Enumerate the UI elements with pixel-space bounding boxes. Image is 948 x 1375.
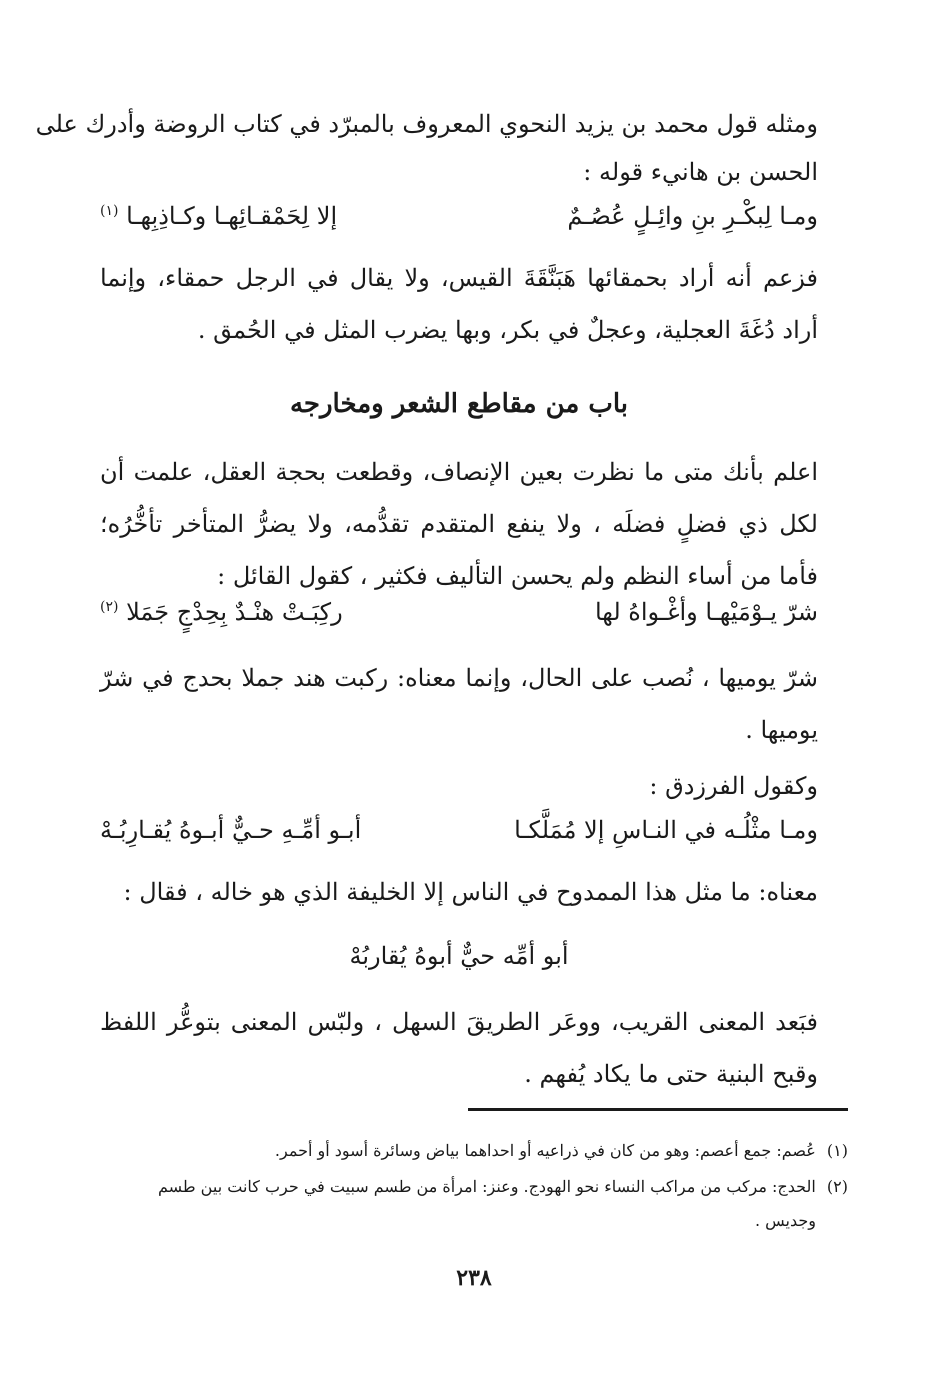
verse-2-second-hemistich	[100, 590, 343, 634]
centered-hemistich: أبو أمِّه حيٌّ أبوهُ يُقاربُهْ	[349, 942, 569, 970]
verse-3-second-hemistich: أبـو أمِّـهِ حـيٌّ أبـوهُ يُقـارِبُـهْ	[100, 816, 362, 844]
verse-1	[100, 194, 818, 238]
intro-line-1: ومثله قول محمد بن يزيد النحوي المعروف بالمبرّد في كتاب الروضة وأدرك على	[35, 110, 818, 138]
paragraph-2: اعلم بأنك متى ما نظرت بعين الإنصاف، وقطعت بحجة العقل، علمت أن لكل ذي فضلٍ فضلَه ، ولا ينفع المتقدم تقدُّمه، ولا يضرُّ المتأخر تأخُّرُه؛ فأما من أساء النظم ولم يحسن التأليف فكثير ، كقول القائل :	[100, 458, 818, 590]
verse-1-second-hemistich	[100, 194, 337, 238]
verse-3	[100, 808, 818, 852]
verse-1-second-text: إلا لِحَمْقـائِهـا وكـاذِبِهـا	[126, 202, 338, 230]
verse-2	[100, 590, 818, 634]
footnote-1	[100, 1134, 848, 1168]
footnote-separator	[468, 1108, 848, 1111]
footnote-2-continuation: وجديس .	[754, 1211, 816, 1230]
footnote-2	[100, 1170, 848, 1238]
intro-line-2: الحسن بن هانيء قوله :	[583, 158, 818, 186]
footnote-2-number: (٢)	[826, 1177, 848, 1196]
footnote-ref-2: (٢)	[100, 599, 119, 615]
footnote-2-text: الحدج: مركب من مراكب النساء نحو الهودج. وعنز: امرأة من طسم سبيت في حرب كانت بين طسم	[157, 1177, 816, 1196]
paragraph-4: فبَعد المعنى القريب، ووعَر الطريقَ السهل ، ولبّس المعنى بتوعُّر اللفظ وقبح البنية حتى ما يكاد يُفهم .	[100, 1008, 818, 1088]
verse-3-first-hemistich: ومـا مثْلُـه في النـاسِ إلا مُمَلَّكـا	[514, 816, 818, 844]
section-heading: باب من مقاطع الشعر ومخارجه	[289, 389, 629, 419]
paragraph-1: فزعم أنه أراد بحمقائها هَبَنَّقَةَ القيس، ولا يقال في الرجل حمقاء، وإنما أراد دُغَةَ العجلية، وعجلٌ في بكر، وبها يضرب المثل في الحُمق .	[100, 264, 818, 344]
verse-2-first-hemistich: شرّ يـوْمَيْهـا وأغْـواهُ لها	[594, 598, 818, 626]
footnote-ref-1: (١)	[100, 203, 119, 219]
paragraph-3: شرّ يوميها ، نُصب على الحال، وإنما معناه: ركبت هند جملا بحدج في شرّ يوميها .	[100, 664, 818, 744]
verse-1-first-hemistich: ومـا لِبكْـرِ بنِ وائِـلٍ عُصُـمٌ	[567, 202, 818, 230]
footnote-1-text: عُصم: جمع أعصم: وهو من كان في ذراعيه أو احداهما بياض وسائرة أسود أو أحمر.	[274, 1141, 816, 1160]
verse-2-second-text: ركِبَـتْ هنْـدٌ بِحِدْجٍ جَمَلا	[126, 598, 343, 626]
page-number: ٢٣٨	[456, 1265, 492, 1291]
farazdaq-meaning: معناه: ما مثل هذا الممدوح في الناس إلا الخليفة الذي هو خاله ، فقال :	[123, 878, 818, 906]
footnote-1-number: (١)	[826, 1141, 848, 1160]
farazdaq-intro: وكقول الفرزدق :	[649, 772, 818, 800]
